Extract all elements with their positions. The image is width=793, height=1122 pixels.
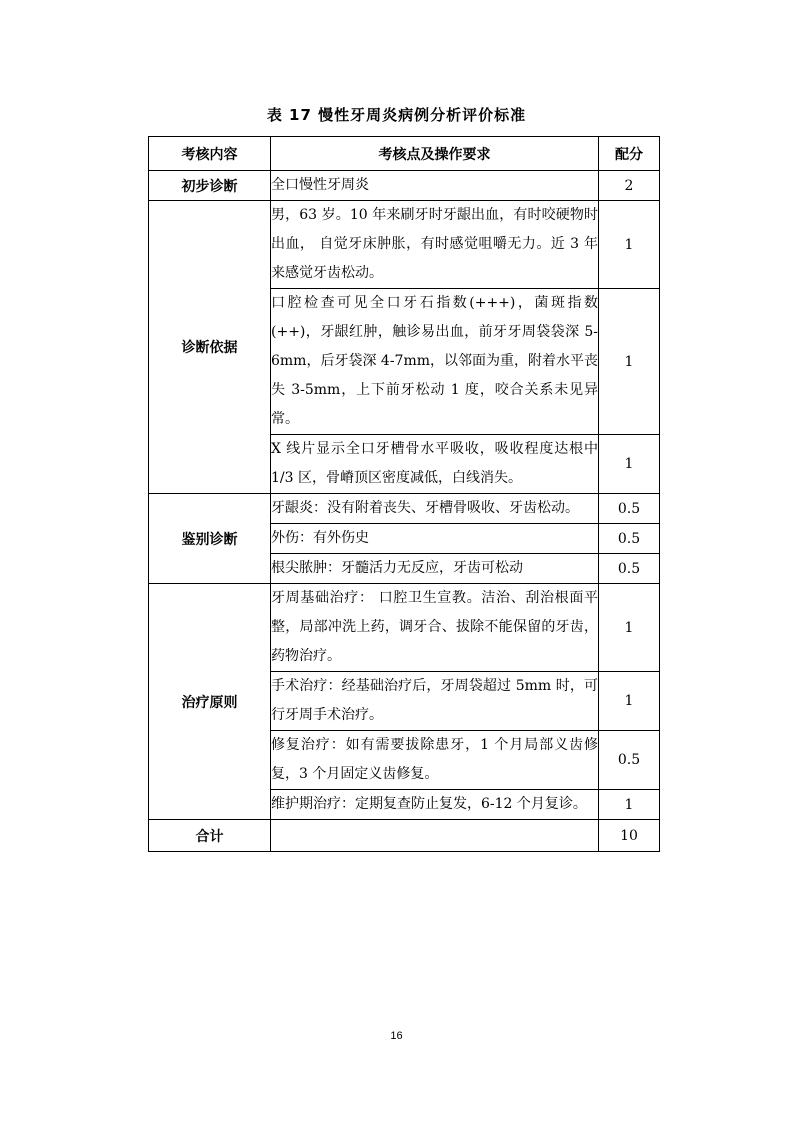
item-score: 1 [599, 584, 660, 672]
total-row [149, 820, 660, 852]
header-content: 考核内容 [149, 137, 271, 171]
item-score: 1 [599, 790, 660, 820]
table-header-row [149, 137, 660, 171]
page-number: 16 [390, 1030, 403, 1042]
item-text: X 线片显示全口牙槽骨水平吸收，吸收程度达根中 1/3 区，骨嵴顶区密度减低，白线消失。 [271, 435, 599, 494]
table-row [149, 584, 660, 672]
item-score: 1 [599, 201, 660, 289]
header-points: 考核点及操作要求 [271, 137, 599, 171]
total-score: 10 [599, 820, 660, 852]
item-text: 手术治疗：经基础治疗后，牙周袋超过 5mm 时，可行牙周手术治疗。 [271, 672, 599, 731]
category-cell: 鉴别诊断 [149, 494, 271, 584]
item-score: 1 [599, 435, 660, 494]
category-cell: 治疗原则 [149, 584, 271, 820]
total-label: 合计 [149, 820, 271, 852]
item-score: 0.5 [599, 731, 660, 790]
item-text: 牙周基础治疗： 口腔卫生宣教。洁治、刮治根面平整，局部冲洗上药，调牙合、拔除不能保留的牙齿，药物治疗。 [271, 584, 599, 672]
category-cell: 诊断依据 [149, 201, 271, 494]
category-cell: 初步诊断 [149, 171, 271, 201]
header-score: 配分 [599, 137, 660, 171]
item-text: 全口慢性牙周炎 [271, 171, 599, 201]
item-text: 男，63 岁。10 年来刷牙时牙龈出血，有时咬硬物时出血， 自觉牙床肿胀，有时感觉咀嚼无力。近 3 年来感觉牙齿松动。 [271, 201, 599, 289]
item-text: 牙龈炎：没有附着丧失、牙槽骨吸收、牙齿松动。 [271, 494, 599, 524]
item-text: 外伤：有外伤史 [271, 524, 599, 554]
item-score: 1 [599, 289, 660, 435]
item-text: 修复治疗：如有需要拔除患牙，1 个月局部义齿修复，3 个月固定义齿修复。 [271, 731, 599, 790]
evaluation-table [148, 136, 660, 852]
table-title: 表 17 慢性牙周炎病例分析评价标准 [266, 106, 527, 124]
table-row [149, 171, 660, 201]
table-row [149, 494, 660, 524]
item-score: 0.5 [599, 524, 660, 554]
item-text: 根尖脓肿：牙髓活力无反应，牙齿可松动 [271, 554, 599, 584]
item-score: 1 [599, 672, 660, 731]
item-text: 口腔检查可见全口牙石指数(+++)，菌斑指数(++)，牙龈红肿，触诊易出血，前牙牙周袋袋深 5-6mm，后牙袋深 4-7mm，以邻面为重，附着水平丧失 3-5mm，上下前牙松动 1 度，咬合关系未见异常。 [271, 289, 599, 435]
item-score: 0.5 [599, 554, 660, 584]
item-text: 维护期治疗：定期复查防止复发，6-12 个月复诊。 [271, 790, 599, 820]
total-empty-cell [271, 820, 599, 852]
item-score: 2 [599, 171, 660, 201]
table-row [149, 201, 660, 289]
item-score: 0.5 [599, 494, 660, 524]
